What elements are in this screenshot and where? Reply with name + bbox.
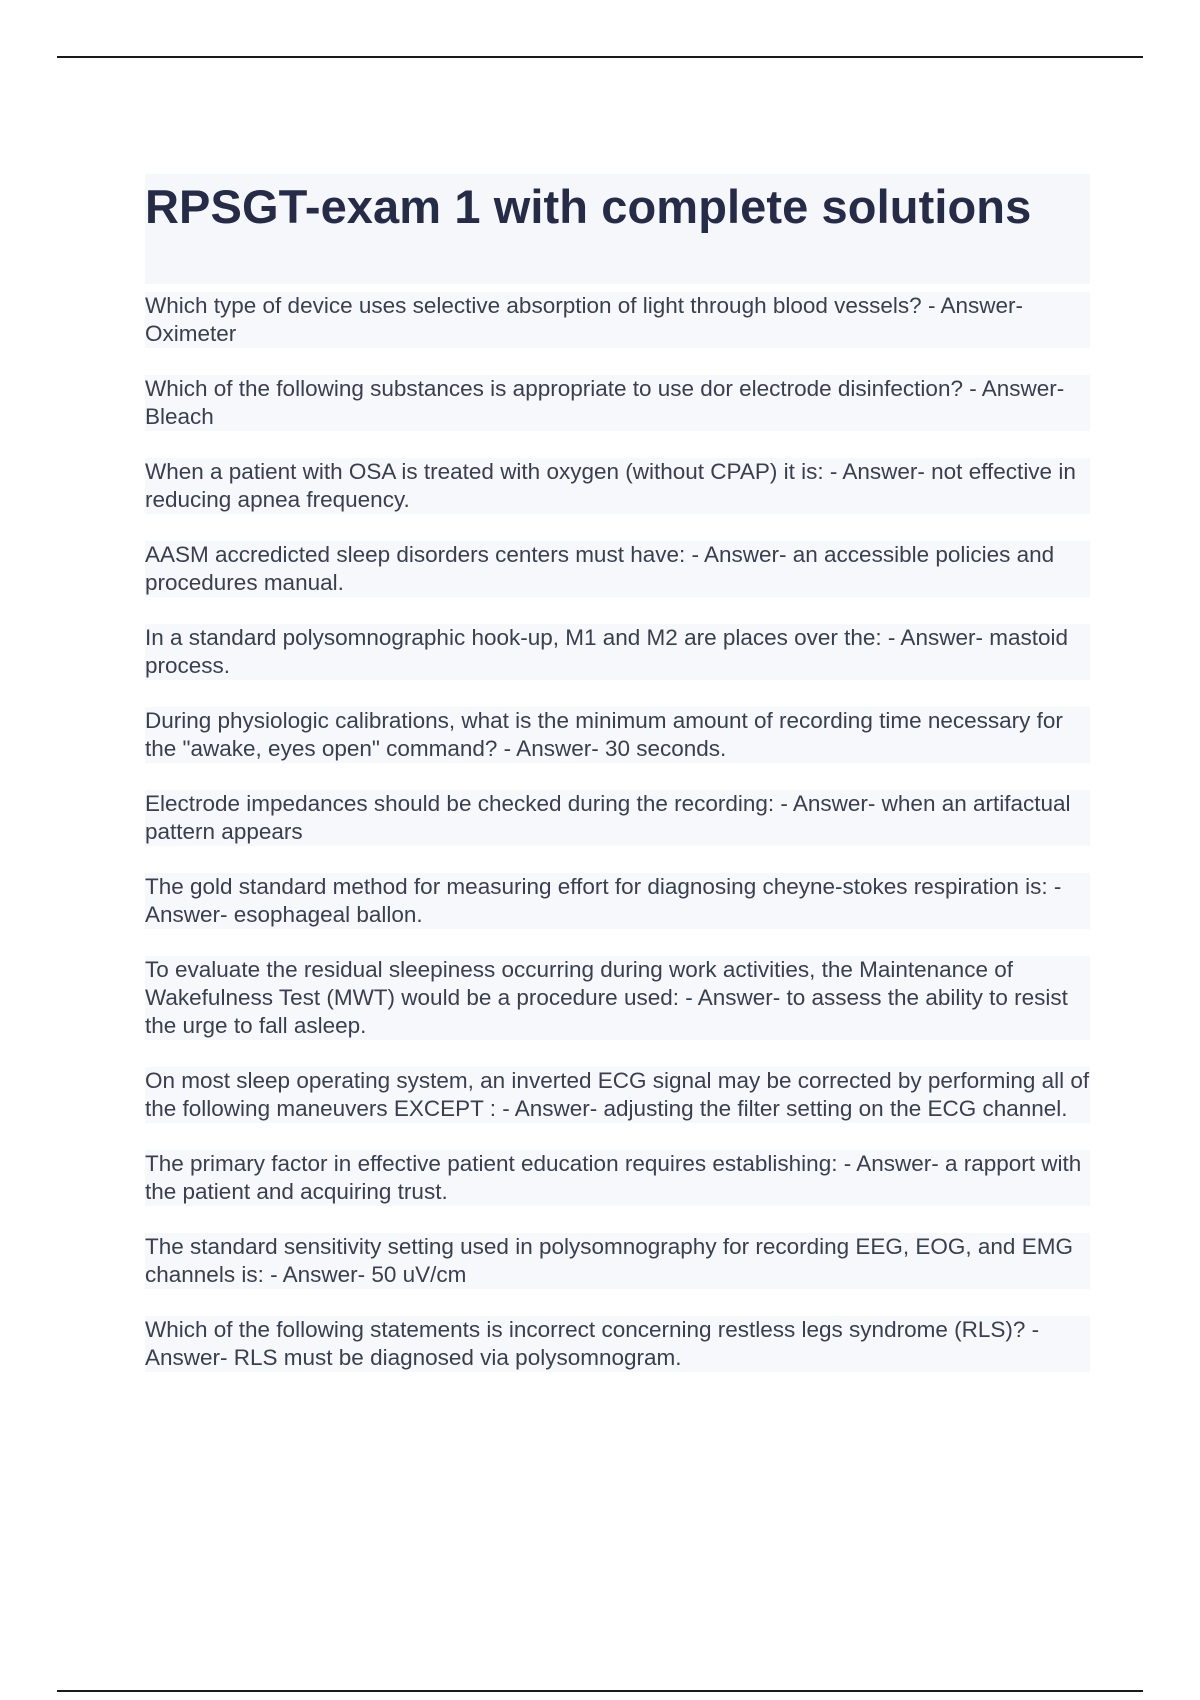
qa-item: To evaluate the residual sleepiness occurring during work activities, the Maintenance of Wakefulness Test (MWT) would be a procedure used: - Answer- to assess the ability to resist the urge to fall asleep. <box>145 956 1090 1040</box>
qa-item: Which of the following statements is incorrect concerning restless legs syndrome (RLS)? - Answer- RLS must be diagnosed via polysomnogram. <box>145 1316 1090 1372</box>
qa-item: The gold standard method for measuring effort for diagnosing cheyne-stokes respiration is: - Answer- esophageal ballon. <box>145 873 1090 929</box>
document-title: RPSGT-exam 1 with complete solutions <box>145 180 1032 233</box>
qa-item: On most sleep operating system, an inverted ECG signal may be corrected by performing all of the following maneuvers EXCEPT : - Answer- adjusting the filter setting on the ECG channel. <box>145 1068 1090 1121</box>
qa-item: When a patient with OSA is treated with oxygen (without CPAP) it is: - Answer- not effective in reducing apnea frequency. <box>145 458 1090 514</box>
document-body <box>145 174 1090 1399</box>
qa-item: Electrode impedances should be checked during the recording: - Answer- when an artifactual pattern appears <box>145 790 1090 846</box>
title-block <box>145 174 1090 284</box>
qa-list <box>145 292 1090 1372</box>
qa-item: The standard sensitivity setting used in polysomnography for recording EEG, EOG, and EMG channels is: - Answer- 50 uV/cm <box>145 1233 1090 1289</box>
qa-item: During physiologic calibrations, what is the minimum amount of recording time necessary for the "awake, eyes open" command? - Answer- 30 seconds. <box>145 707 1090 763</box>
qa-item: Which type of device uses selective absorption of light through blood vessels? - Answer- Oximeter <box>145 292 1090 348</box>
bottom-rule <box>57 1690 1143 1692</box>
qa-item: Which of the following substances is appropriate to use dor electrode disinfection? - Answer- Bleach <box>145 375 1090 431</box>
qa-item: AASM accredicted sleep disorders centers must have: - Answer- an accessible policies and procedures manual. <box>145 541 1090 597</box>
qa-item: The primary factor in effective patient education requires establishing: - Answer- a rapport with the patient and acquiring trust. <box>145 1150 1090 1206</box>
qa-item: In a standard polysomnographic hook-up, M1 and M2 are places over the: - Answer- mastoid process. <box>145 624 1090 680</box>
top-rule <box>57 56 1143 58</box>
